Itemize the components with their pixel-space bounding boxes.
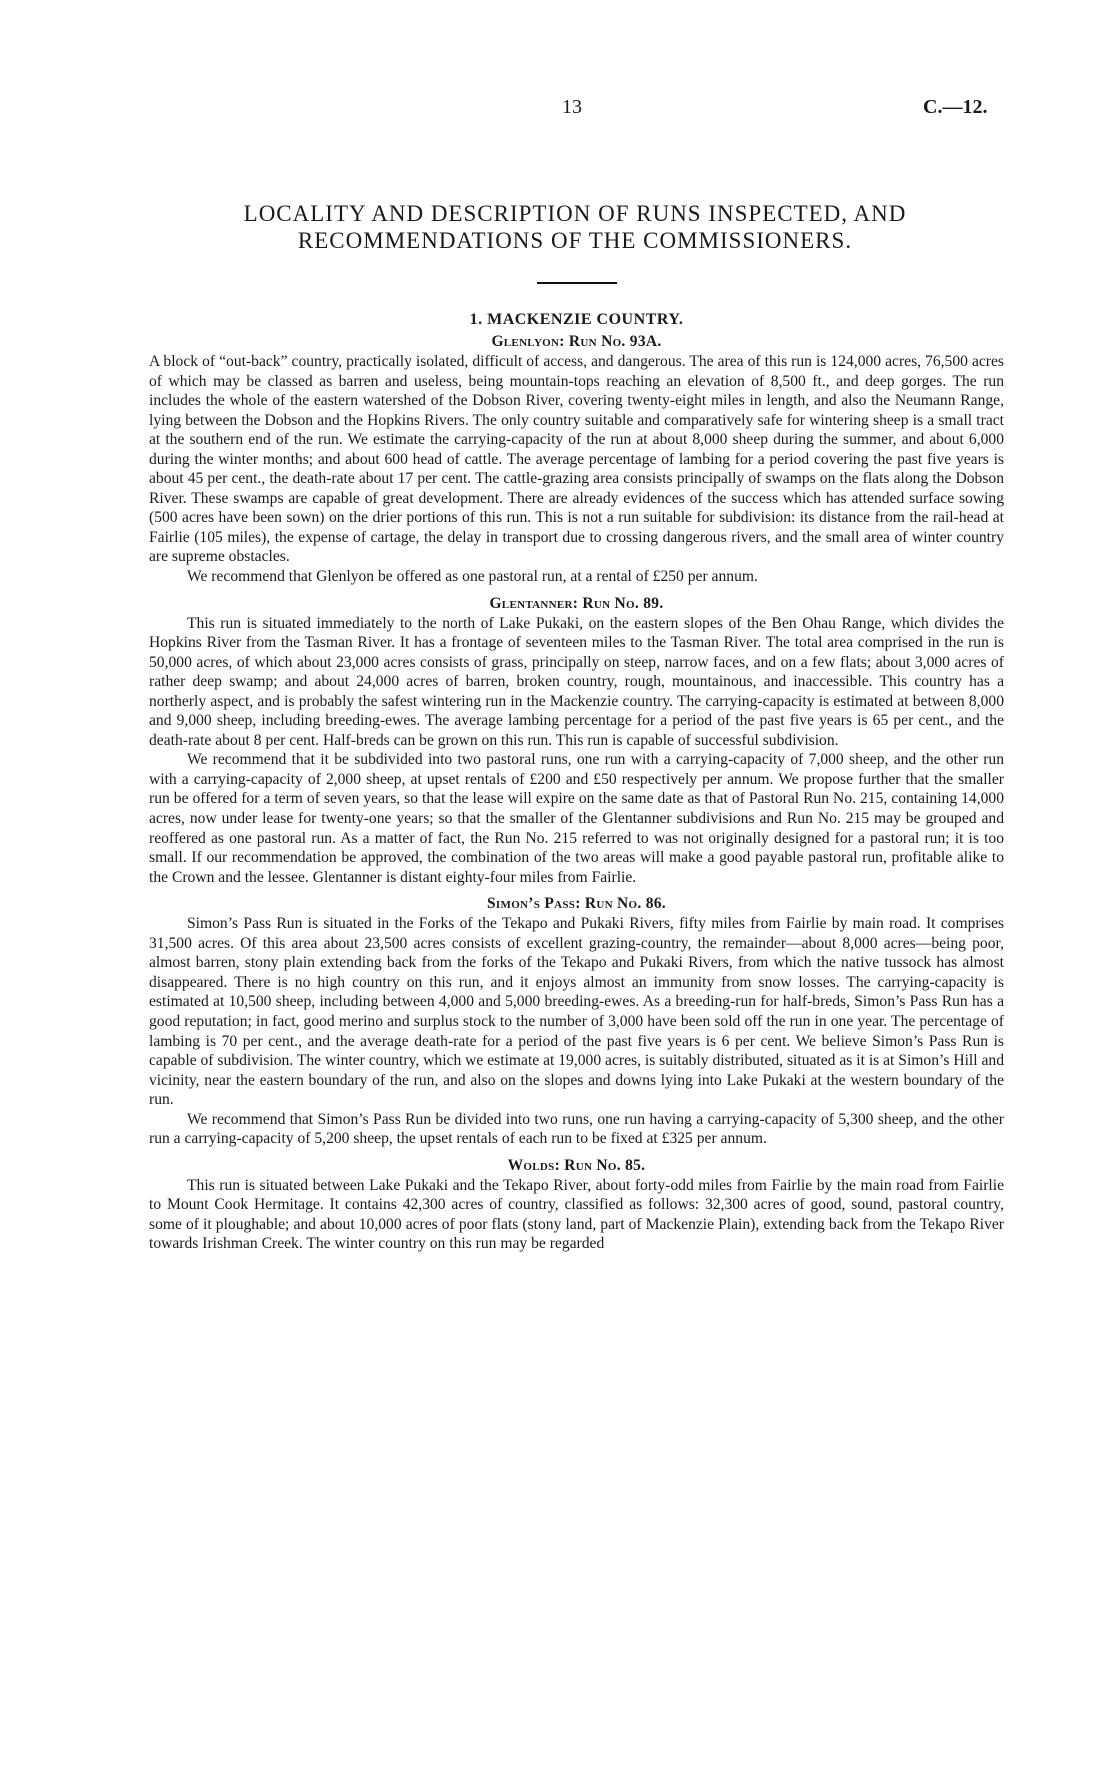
paragraph-glenlyon-recommendation: We recommend that Glenlyon be offered as one pastoral run, at a rental of £250 per annum. [187,568,758,586]
title-divider [537,282,617,284]
document-body [149,309,1004,1254]
page-number: 13 [562,96,582,118]
document-reference: C.—12. [923,96,988,118]
section-heading: 1. MACKENZIE COUNTRY. [469,311,684,328]
page-title: LOCALITY AND DESCRIPTION OF RUNS INSPECTED, AND RECOMMENDATIONS OF THE COMMISSIONERS. [243,201,907,253]
page-header [0,96,1114,126]
paragraph-simons-pass-recommendation: We recommend that Simon’s Pass Run be divided into two runs, one run having a carrying-capacity of 5,300 sheep, and the other run a carrying-capacity of 5,200 sheep, the upset rentals of each run to be fixed at £325 per annum. [149,1110,1004,1148]
paragraph-glentanner-description: This run is situated immediately to the north of Lake Pukaki, on the eastern slopes of the Ben Ohau Range, which divides the Hopkins River from the Tasman River. It has a frontage of seventeen miles to the Tasman River. The total area comprised in the run is 50,000 acres, of which about 23,000 acres consists of grass, principally on steep, narrow faces, and on a few flats; about 3,000 acres of rather deep swamp; and about 24,000 acres of barren, broken country, rough, mountainous, and inaccessible. This country has a northerly aspect, and is probably the safest wintering run in the Mackenzie country. The carrying-capacity is estimated at between 8,000 and 9,000 sheep, including breeding-ewes. The average lambing percentage for a period of the past five years is 65 per cent., and the death-rate about 8 per cent. Half-breds can be grown on this run. This run is capable of successful subdivision. [149,614,1004,749]
paragraph-glenlyon-description: A block of “out-back” country, practically isolated, difficult of access, and dangerous. The area of this run is 124,000 acres, 76,500 acres of which may be classed as barren and useless, being mountain-tops reaching an elevation of 8,500 ft., and deep gorges. The run includes the whole of the eastern watershed of the Dobson River, covering twenty-eight miles in length, and also the Neumann Range, lying between the Dobson and the Hopkins Rivers. The only country suitable and comparatively safe for wintering sheep is a small tract at the southern end of the run. We estimate the carrying-capacity of the run at about 8,000 sheep during the summer, and about 6,000 during the winter months; and about 600 head of cattle. The average percentage of lambing for a period covering the past five years is about 45 per cent., the death-rate about 17 per cent. The cattle-grazing area consists principally of swamps on the flats along the Dobson River. These swamps are capable of great development. There are already evidences of the success which has attended surface sowing (500 acres have been sown) on the drier portions of this run. This is not a run suitable for subdivision: its distance from the rail-head at Fairlie (105 miles), the expense of cartage, the delay in transport due to crossing dangerous rivers, and the small area of winter country are supreme obstacles. [149,353,1004,566]
run-heading-glentanner: Glentanner: Run No. 89. [489,594,664,612]
run-heading-glenlyon: Glenlyon: Run No. 93A. [491,333,662,350]
run-heading-wolds: Wolds: Run No. 85. [507,1156,646,1174]
paragraph-glentanner-recommendation: We recommend that it be subdivided into two pastoral runs, one run with a carrying-capacity of 7,000 sheep, and the other run with a carrying-capacity of 2,000 sheep, at upset rentals of £200 and £50 respectively per annum. We propose further that the smaller run be offered for a term of seven years, so that the lease will expire on the same date as that of Pastoral Run No. 215, containing 14,000 acres, now under lease for twenty-one years; so that the smaller of the Glentanner subdivisions and Run No. 215 may be grouped and reoffered as one pastoral run. As a matter of fact, the Run No. 215 referred to was not originally designed for a pastoral run; it is too small. If our recommendation be approved, the combination of the two areas will make a good payable pastoral run, profitable alike to the Crown and the lessee. Glentanner is distant eighty-four miles from Fairlie. [149,751,1004,886]
paragraph-wolds-description: This run is situated between Lake Pukaki and the Tekapo River, about forty-odd miles from Fairlie by the main road from Fairlie to Mount Cook Hermitage. It contains 42,300 acres of country, classified as follows: 32,300 acres of good, sound, pastoral country, some of it ploughable; and about 10,000 acres of poor flats (stony land, part of Mackenzie Plain), extending back from the Tekapo River towards Irishman Creek. The winter country on this run may be regarded [149,1176,1004,1253]
run-heading-simons-pass: Simon’s Pass: Run No. 86. [487,895,666,913]
paragraph-simons-pass-description: Simon’s Pass Run is situated in the Forks of the Tekapo and Pukaki Rivers, fifty miles from Fairlie by main road. It comprises 31,500 acres. Of this area about 23,500 acres consists of excellent grazing-country, the remainder—about 8,000 acres—being poor, almost barren, stony plain extending back from the forks of the Tekapo and Pukaki Rivers, from which the native tussock has almost disappeared. There is no high country on this run, and it enjoys almost an immunity from snow losses. The carrying-capacity is estimated at 10,500 sheep, including between 4,000 and 5,000 breeding-ewes. As a breeding-run for half-breds, Simon’s Pass Run has a good reputation; in fact, good merino and surplus stock to the number of 3,000 have been sold off the run in one year. The percentage of lambing is 70 per cent., and the average death-rate for a period of the past five years is 6 per cent. We believe Simon’s Pass Run is capable of subdivision. The winter country, which we estimate at 19,000 acres, is suitably distributed, situated as it is at Simon’s Hill and vicinity, near the eastern boundary of the run, and also on the slopes and downs lying into Lake Pukaki at the western boundary of the run. [149,915,1004,1109]
